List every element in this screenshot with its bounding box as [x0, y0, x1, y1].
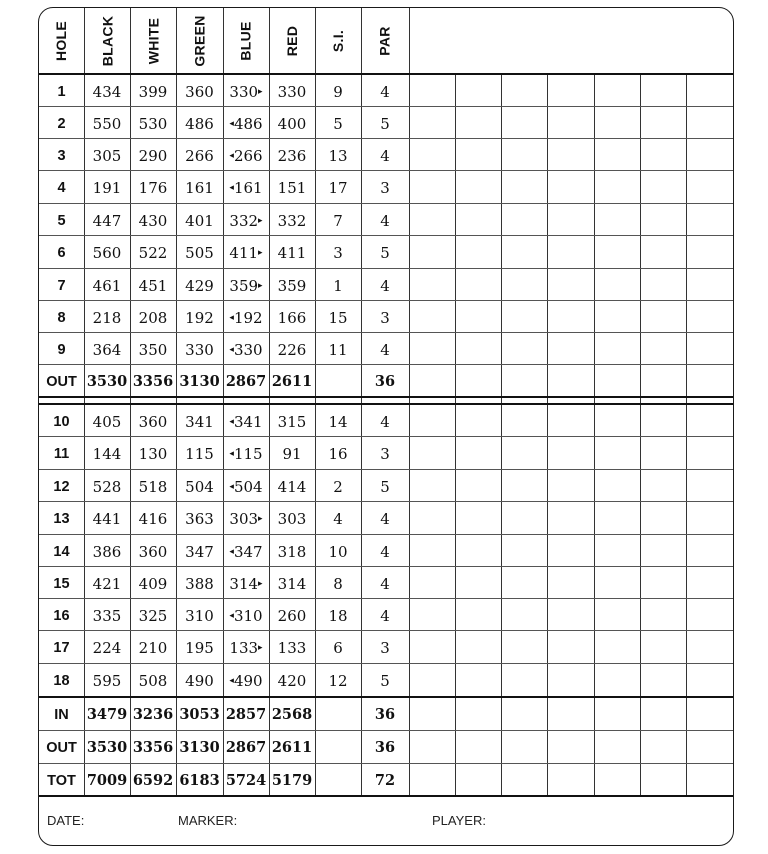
cell-par: 36	[374, 739, 396, 756]
cell-value: 332	[229, 211, 259, 230]
cell-green: 360	[185, 82, 214, 101]
cell-green: 347	[185, 542, 214, 561]
cell-red: 332	[277, 211, 307, 230]
tee-marker-left-icon: ◂	[229, 448, 234, 459]
cell-par: 5	[380, 477, 390, 496]
cell-blue	[223, 139, 269, 172]
marker-label: MARKER:	[178, 813, 238, 828]
cell-par: 5	[380, 671, 390, 690]
cell-green: 115	[185, 444, 214, 463]
cell-red: 420	[277, 671, 307, 690]
cell-green: 266	[185, 146, 214, 165]
cell-hole: 7	[57, 277, 66, 294]
tee-marker-left-icon: ◂	[229, 150, 234, 161]
cell-si: 13	[328, 146, 348, 165]
cell-blue	[223, 470, 269, 503]
cell-par: 3	[380, 308, 390, 327]
cell-black: 595	[92, 671, 122, 690]
cell-blue: 2867	[225, 739, 267, 756]
cell-value: 266	[233, 146, 263, 165]
tee-marker-left-icon: ◂	[229, 546, 234, 557]
cell-hole: OUT	[46, 739, 77, 756]
cell-red: 315	[277, 412, 307, 431]
cell-red: 314	[277, 574, 307, 593]
grid-vline	[686, 74, 687, 796]
cell-par: 4	[380, 340, 390, 359]
cell-white: 6592	[132, 772, 174, 789]
cell-value: 490	[233, 671, 263, 690]
cell-black: 191	[92, 178, 122, 197]
cell-white: 518	[138, 477, 168, 496]
cell-par: 72	[374, 772, 396, 789]
cell-green: 429	[185, 276, 214, 295]
cell-black: 421	[92, 574, 122, 593]
cell-value: 310	[233, 606, 263, 625]
cell-red: 166	[277, 308, 307, 327]
cell-si: 10	[328, 542, 348, 561]
cell-hole: TOT	[47, 772, 76, 789]
cell-white: 508	[138, 671, 168, 690]
cell-value: 303	[229, 509, 259, 528]
tee-marker-right-icon: ▸	[258, 280, 263, 291]
column-header-label: PAR	[376, 26, 393, 56]
cell-si	[315, 731, 361, 764]
cell-black: 550	[92, 114, 122, 133]
column-header-label: HOLE	[53, 20, 70, 62]
cell-si: 2	[333, 477, 343, 496]
cell-par: 36	[374, 373, 396, 390]
cell-par: 3	[380, 178, 390, 197]
cell-blue	[223, 301, 269, 334]
tee-marker-right-icon: ▸	[258, 86, 263, 97]
cell-white: 360	[138, 412, 168, 431]
cell-si: 6	[333, 638, 343, 657]
column-header-red	[269, 8, 315, 74]
cell-black: 528	[92, 477, 122, 496]
column-header-label: GREEN	[191, 15, 208, 67]
cell-hole: 12	[53, 478, 70, 495]
cell-black: 386	[92, 542, 122, 561]
cell-white: 350	[138, 340, 168, 359]
cell-hole: 1	[57, 83, 66, 100]
cell-hole: 2	[57, 115, 66, 132]
cell-black: 364	[92, 340, 122, 359]
cell-black: 434	[92, 82, 122, 101]
cell-blue	[223, 664, 269, 697]
cell-value: 314	[229, 574, 259, 593]
cell-green: 310	[185, 606, 214, 625]
cell-par: 5	[380, 114, 390, 133]
cell-blue	[223, 535, 269, 568]
cell-par: 4	[380, 146, 390, 165]
cell-black: 560	[92, 243, 122, 262]
cell-black: 224	[92, 638, 122, 657]
cell-red: 236	[277, 146, 307, 165]
cell-value: 411	[229, 243, 259, 262]
cell-hole: 17	[53, 639, 70, 656]
cell-red: 2611	[271, 739, 313, 756]
cell-white: 210	[138, 638, 168, 657]
cell-hole: 8	[57, 309, 66, 326]
cell-blue	[223, 107, 269, 140]
tee-marker-left-icon: ◂	[229, 416, 234, 427]
column-header-label: S.I.	[330, 29, 346, 53]
cell-black: 305	[92, 146, 122, 165]
cell-si: 12	[328, 671, 348, 690]
cell-black: 447	[92, 211, 122, 230]
tee-marker-left-icon: ◂	[229, 182, 234, 193]
grid-vline	[501, 74, 502, 796]
cell-green: 486	[185, 114, 214, 133]
cell-red: 5179	[271, 772, 313, 789]
cell-green: 505	[185, 243, 214, 262]
grid-vline	[547, 74, 548, 796]
cell-par: 4	[380, 211, 390, 230]
cell-blue	[223, 171, 269, 204]
column-header-label: BLACK	[99, 15, 115, 67]
cell-red: 2611	[271, 373, 313, 390]
tee-marker-left-icon: ◂	[229, 481, 234, 492]
cell-value: 192	[233, 308, 263, 327]
column-header-label: BLUE	[238, 21, 254, 61]
cell-value: 330	[233, 340, 263, 359]
cell-red: 260	[277, 606, 307, 625]
cell-white: 325	[138, 606, 168, 625]
cell-par: 3	[380, 638, 390, 657]
cell-hole: 3	[57, 147, 66, 164]
cell-hole: IN	[54, 706, 69, 723]
cell-white: 451	[138, 276, 168, 295]
cell-blue	[223, 236, 269, 269]
column-header-label: RED	[284, 25, 300, 57]
tee-marker-right-icon: ▸	[258, 513, 263, 524]
cell-blue: 2867	[225, 373, 267, 390]
cell-value: 115	[233, 444, 263, 463]
cell-white: 3356	[132, 373, 174, 390]
cell-hole: 9	[57, 341, 66, 358]
cell-green: 504	[185, 477, 214, 496]
cell-black: 335	[92, 606, 122, 625]
tee-marker-right-icon: ▸	[258, 578, 263, 589]
scorecard	[38, 7, 734, 846]
date-label: DATE:	[47, 813, 85, 828]
cell-red: 330	[277, 82, 307, 101]
cell-par: 5	[380, 243, 390, 262]
cell-green: 388	[185, 574, 214, 593]
cell-si	[315, 365, 361, 398]
cell-hole: 10	[53, 413, 70, 430]
column-header-black	[84, 8, 130, 74]
cell-blue: 2857	[225, 706, 267, 723]
cell-value: 341	[233, 412, 263, 431]
cell-hole: 13	[53, 510, 70, 527]
cell-white: 208	[138, 308, 168, 327]
cell-white: 409	[138, 574, 168, 593]
cell-blue	[223, 204, 269, 237]
grid-vline	[409, 8, 410, 796]
cell-blue	[223, 599, 269, 632]
cell-si: 17	[328, 178, 348, 197]
cell-blue	[223, 269, 269, 302]
cell-si: 16	[328, 444, 348, 463]
cell-par: 4	[380, 276, 390, 295]
cell-white: 360	[138, 542, 168, 561]
cell-white: 3236	[132, 706, 174, 723]
cell-value: 359	[229, 276, 259, 295]
tee-marker-right-icon: ▸	[258, 247, 263, 258]
cell-blue: 5724	[225, 772, 267, 789]
cell-white: 290	[138, 146, 168, 165]
cell-red: 2568	[271, 706, 313, 723]
cell-hole: OUT	[46, 373, 77, 390]
cell-red: 411	[277, 243, 307, 262]
cell-par: 4	[380, 509, 390, 528]
cell-si: 7	[333, 211, 343, 230]
cell-value: 486	[233, 114, 263, 133]
cell-red: 400	[277, 114, 307, 133]
cell-value: 347	[233, 542, 263, 561]
cell-black: 441	[92, 509, 122, 528]
cell-si: 8	[333, 574, 343, 593]
cell-red: 91	[282, 444, 302, 463]
cell-red: 414	[277, 477, 307, 496]
cell-si: 15	[328, 308, 348, 327]
cell-red: 359	[277, 276, 307, 295]
cell-white: 176	[138, 178, 168, 197]
tee-marker-right-icon: ▸	[258, 215, 263, 226]
cell-blue	[223, 405, 269, 438]
cell-hole: 16	[53, 607, 70, 624]
player-label: PLAYER:	[432, 813, 486, 828]
cell-par: 4	[380, 606, 390, 625]
cell-par: 4	[380, 82, 390, 101]
cell-green: 330	[185, 340, 214, 359]
cell-green: 3130	[179, 739, 220, 756]
cell-red: 303	[277, 509, 307, 528]
cell-blue	[223, 567, 269, 600]
cell-white: 530	[138, 114, 168, 133]
cell-hole: 15	[53, 575, 70, 592]
cell-si: 18	[328, 606, 348, 625]
cell-white: 3356	[132, 739, 174, 756]
cell-white: 522	[138, 243, 168, 262]
cell-hole: 14	[53, 543, 70, 560]
column-header-par	[361, 8, 409, 74]
cell-si	[315, 764, 361, 797]
column-header-hole	[39, 8, 84, 74]
cell-value: 161	[233, 178, 263, 197]
cell-green: 363	[185, 509, 214, 528]
cell-hole: 5	[57, 212, 66, 229]
cell-green: 6183	[179, 772, 220, 789]
cell-value: 133	[229, 638, 259, 657]
cell-green: 161	[185, 178, 214, 197]
cell-black: 3479	[86, 706, 128, 723]
column-header-si	[315, 8, 361, 74]
cell-hole: 6	[57, 244, 66, 261]
cell-si	[315, 698, 361, 731]
tee-marker-left-icon: ◂	[229, 344, 234, 355]
cell-par: 3	[380, 444, 390, 463]
cell-blue	[223, 631, 269, 664]
cell-white: 430	[138, 211, 168, 230]
tee-marker-left-icon: ◂	[229, 118, 234, 129]
cell-blue	[223, 333, 269, 366]
column-header-green	[176, 8, 223, 74]
tee-marker-right-icon: ▸	[258, 642, 263, 653]
cell-green: 195	[185, 638, 214, 657]
tee-marker-left-icon: ◂	[229, 312, 234, 323]
cell-hole: 4	[57, 179, 66, 196]
cell-black: 144	[92, 444, 122, 463]
cell-green: 490	[185, 671, 214, 690]
column-header-blue	[223, 8, 269, 74]
cell-si: 5	[333, 114, 343, 133]
cell-par: 4	[380, 574, 390, 593]
cell-green: 3130	[179, 373, 220, 390]
cell-hole: 11	[53, 445, 70, 462]
cell-blue	[223, 502, 269, 535]
cell-value: 330	[229, 82, 259, 101]
cell-black: 218	[92, 308, 122, 327]
cell-white: 416	[138, 509, 168, 528]
cell-green: 401	[185, 211, 214, 230]
cell-si: 11	[328, 340, 348, 359]
cell-si: 14	[328, 412, 348, 431]
cell-white: 130	[138, 444, 168, 463]
cell-si: 9	[333, 82, 343, 101]
cell-si: 3	[333, 243, 343, 262]
cell-si: 4	[333, 509, 343, 528]
cell-black: 461	[92, 276, 122, 295]
cell-green: 192	[185, 308, 214, 327]
tee-marker-left-icon: ◂	[229, 610, 234, 621]
cell-par: 4	[380, 412, 390, 431]
cell-black: 7009	[86, 772, 128, 789]
column-header-white	[130, 8, 176, 74]
cell-red: 133	[277, 638, 307, 657]
cell-green: 341	[185, 412, 214, 431]
cell-si: 1	[333, 276, 343, 295]
cell-red: 151	[277, 178, 307, 197]
cell-black: 3530	[86, 739, 128, 756]
grid-vline	[594, 74, 595, 796]
cell-par: 36	[374, 706, 396, 723]
tee-marker-left-icon: ◂	[229, 675, 234, 686]
cell-white: 399	[138, 82, 168, 101]
cell-blue	[223, 437, 269, 470]
cell-red: 318	[277, 542, 307, 561]
cell-black: 3530	[86, 373, 128, 390]
grid-vline	[640, 74, 641, 796]
cell-red: 226	[277, 340, 307, 359]
grid-vline	[455, 74, 456, 796]
cell-hole: 18	[53, 672, 70, 689]
cell-par: 4	[380, 542, 390, 561]
cell-blue	[223, 75, 269, 108]
cell-green: 3053	[179, 706, 220, 723]
cell-black: 405	[92, 412, 122, 431]
cell-value: 504	[233, 477, 263, 496]
column-header-label: WHITE	[145, 17, 162, 65]
